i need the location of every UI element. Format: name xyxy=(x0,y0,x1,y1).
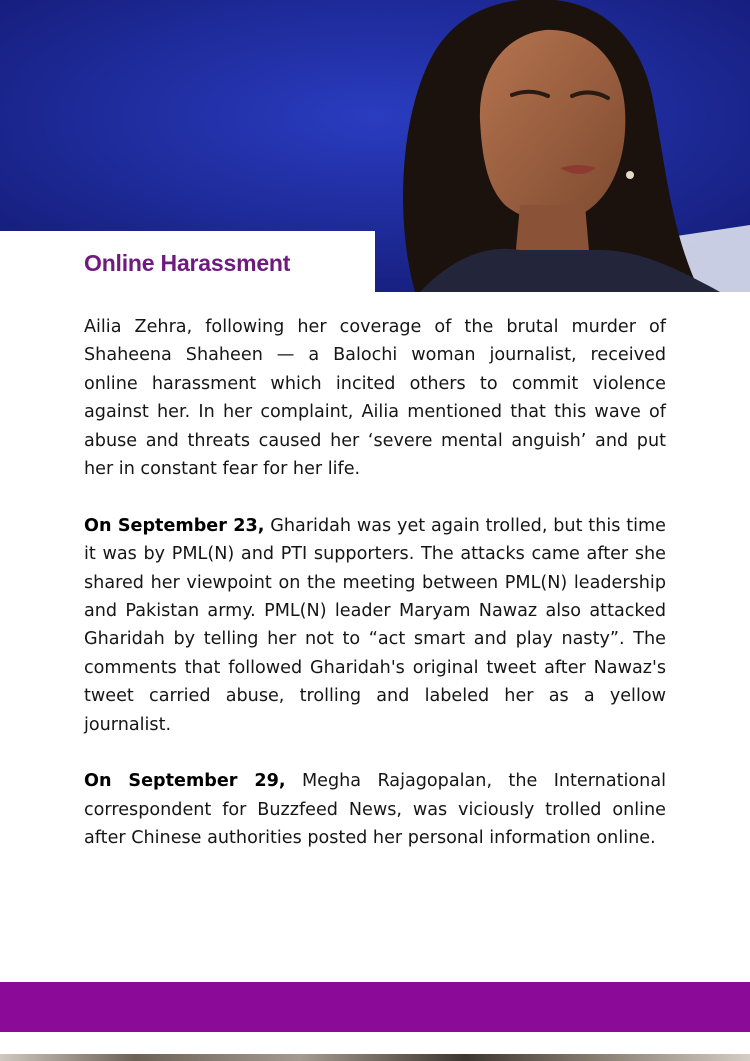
date-lead: On September 29, xyxy=(84,771,286,792)
paragraph-text: Gharidah was yet again trolled, but this time it was by PML(N) and PTI supporters. The attacks came after she shared her viewpoint on the meeting between PML(N) leadership and Pakistan army. PML(N) leader Maryam Nawaz also attacked Gharidah by telling her not to “act smart and play nasty”. The comments that followed Gharidah's original tweet after Nawaz's tweet carried abuse, trolling and labeled her as a yellow journalist. xyxy=(84,515,666,735)
paragraph-september-29 xyxy=(84,767,666,852)
footer-band xyxy=(0,982,750,1032)
paragraph-text: Ailia Zehra, following her coverage of the brutal murder of Shaheena Shaheen — a Balochi woman journalist, received online harassment which incited others to commit violence against her. In her complaint, Ailia mentioned that this wave of abuse and threats caused her ‘severe mental anguish’ and put her in constant fear for her life. xyxy=(84,317,666,480)
paragraph-september-23 xyxy=(84,512,666,739)
next-page-image-strip xyxy=(0,1054,750,1061)
paragraph-text: Megha Rajagopalan, the International correspondent for Buzzfeed News, was viciously trolled online after Chinese authorities posted her personal information online. xyxy=(84,771,666,849)
section-title: Online Harassment xyxy=(84,250,291,276)
paragraph-ailia-zehra xyxy=(84,313,666,483)
article-body xyxy=(84,313,666,881)
date-lead: On September 23, xyxy=(84,515,265,536)
